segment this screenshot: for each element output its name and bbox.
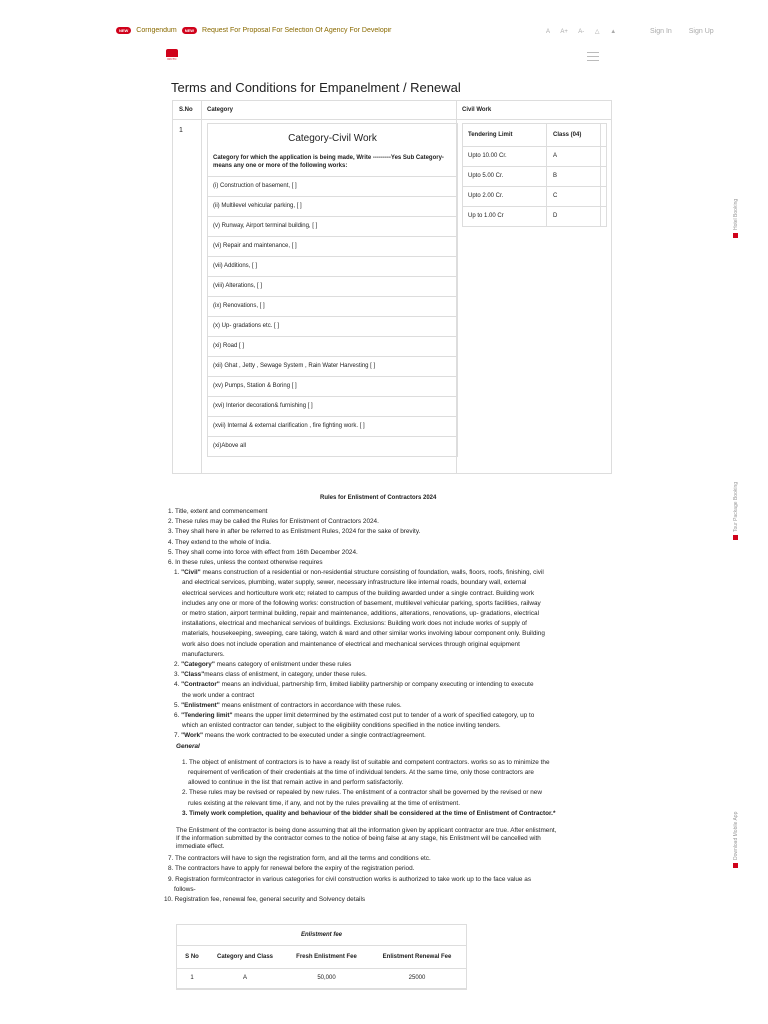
work-item: (viii) Alterations, [ ] — [208, 276, 457, 296]
general-item: 3. Timely work completion, quality and behaviour of the bidder shall be considered at the time of Enlistment of Contractor.* — [182, 809, 556, 817]
def-term: "Enlistment" — [181, 701, 220, 709]
tender-row — [463, 206, 606, 226]
fee-cell: A — [242, 975, 247, 981]
work-item: (xi)Above all — [208, 436, 457, 456]
fee-header: S No — [185, 954, 199, 960]
table-header — [173, 101, 611, 120]
font-normal-button[interactable]: A — [546, 29, 551, 35]
definition-line: or metro station, airport terminal building, repair and maintenance, additions, alterations, renovations, up- gradations, electrical — [182, 610, 540, 618]
rule-item: 6. In these rules, unless the context otherwise requires — [168, 559, 323, 567]
definition-line: installations, electrical and mechanical services of buildings. Exclusions: Building work does not include works of supply of — [182, 620, 527, 628]
def-term: "Contractor" — [181, 681, 220, 689]
general-item: 2. These rules may be revised or repealed by new rules. The enlistment of a contractor shall be governed by the revised or new — [182, 789, 542, 797]
note-line: immediate effect. — [176, 843, 225, 851]
def-text: means the upper limit determined by the estimated cost put to tender of a work of specified category, up to — [232, 712, 535, 720]
tour-package-label: Tour Package Booking — [733, 481, 739, 532]
tender-limit: Upto 5.00 Cr. — [463, 167, 547, 186]
general-heading: General — [176, 742, 200, 750]
app-icon — [733, 863, 738, 868]
definition-line: which an enlisted contractor can tender, subject to the eligibility conditions specified in the notice inviting tenders. — [182, 722, 501, 730]
site-logo[interactable] — [166, 49, 178, 63]
definition-line: the work under a contract — [182, 691, 255, 699]
definition-category: 2. "Category" means category of enlistment under these rules — [174, 661, 352, 669]
top-bar — [0, 24, 768, 42]
general-item: rules existing at the relevant time, if any, and not by the rules prevailing at the time of enlistment. — [188, 799, 460, 807]
definition-work: 7. "Work" means the work contracted to be executed under a single contract/agreement. — [174, 732, 426, 740]
fee-cell: 25000 — [408, 975, 426, 981]
definition-line: electrical services and horticulture work etc; related to campus of the building awarded under a single contract. Building work — [182, 589, 535, 597]
definition-contractor: 4. "Contractor" means an individual, partnership firm, limited liability partnership or company executing or intending to execute — [174, 681, 534, 689]
tender-class: B — [547, 167, 601, 186]
def-term: "Category" — [181, 661, 215, 669]
rule-item: 7. The contractors will have to sign the registration form, and all the terms and conditions etc. — [168, 855, 431, 863]
tender-header-limit: Tendering Limit — [463, 124, 547, 146]
header-category: Category — [207, 107, 234, 113]
def-text: means category of enlistment under these rules — [214, 661, 352, 669]
definition-class: 3. "Class"means class of enlistment, in category, under these rules. — [174, 671, 367, 679]
work-item: (vii) Additions, [ ] — [208, 256, 457, 276]
tender-class: D — [547, 207, 601, 226]
def-text: means class of enlistment, in category, under these rules. — [204, 671, 367, 679]
def-text: means the work contracted to be executed under a single contract/agreement. — [203, 732, 426, 740]
rule-item: 10. Registration fee, renewal fee, general security and Solvency details — [164, 895, 366, 903]
rule-item: 1. Title, extent and commencement — [168, 508, 268, 515]
work-item: (x) Up- gradations etc. [ ] — [208, 316, 457, 336]
note-line: If the information submitted by the contractor comes to the notice of being false at any stage, his Enlistment will be cancelled with — [176, 835, 541, 843]
category-title: Category-Civil Work — [288, 133, 377, 144]
fee-header: Enlistment Renewal Fee — [382, 954, 452, 960]
download-app-label: Download Mobile App — [733, 811, 739, 860]
rules-title: Rules for Enlistment of Contractors 2024 — [320, 495, 437, 501]
tender-row — [463, 186, 606, 206]
news-ticker — [116, 27, 400, 34]
fee-header: Fresh Enlistment Fee — [296, 954, 357, 960]
fee-cell: 50,000 — [317, 975, 336, 981]
rule-item: follows- — [174, 885, 196, 893]
tendering-table — [462, 123, 607, 227]
ticker-link-corrigendum[interactable]: Corrigendum — [136, 27, 177, 34]
fee-header: Category and Class — [216, 954, 274, 960]
spacer — [168, 819, 612, 827]
rules-body — [164, 507, 612, 905]
fee-header-row — [177, 946, 466, 969]
work-item: (v) Runway, Airport terminal building, [ ] — [208, 216, 457, 236]
def-term: "Civil" — [181, 569, 201, 577]
font-increase-button[interactable]: A+ — [560, 29, 568, 35]
def-term: "Work" — [181, 732, 204, 740]
new-badge: NEW — [116, 27, 131, 34]
definition-line: and electrical services, plumbing, water supply, sewer, necessary infrastructure like internal roads, boundary wall, external — [182, 579, 527, 587]
enlistment-fee-table — [176, 924, 467, 990]
auth-links — [650, 28, 729, 35]
tender-limit: Upto 2.00 Cr. — [463, 187, 547, 206]
empanelment-table — [172, 100, 612, 474]
download-app-link[interactable] — [733, 812, 739, 868]
general-item: allowed to continue in the list that remain active in and perform satisfactorily. — [188, 779, 404, 787]
tender-class: C — [547, 187, 601, 206]
tender-limit: Upto 10.00 Cr. — [463, 147, 547, 166]
definition-civil: 1. "Civil" means construction of a residential or non-residential structure consisting of foundation, walls, floors, roofs, finishing, civil — [174, 569, 544, 577]
tour-package-link[interactable] — [733, 482, 739, 540]
rule-item: 8. The contractors have to apply for renewal before the expiry of the registration period. — [168, 865, 415, 873]
tender-limit: Up to 1.00 Cr — [463, 207, 547, 226]
rule-item: 9. Registration form/contractor in various categories for civil construction works is authorized to take work up to the face value as — [168, 875, 532, 883]
definition-line: manufacturers. — [182, 650, 225, 658]
tender-row — [463, 146, 606, 166]
header-civil-work: Civil Work — [462, 107, 492, 113]
ticker-link-rfp[interactable]: Request For Proposal For Selection Of Agency For Developir — [202, 27, 392, 34]
sign-in-link[interactable]: Sign In — [650, 28, 672, 35]
work-item: (ii) Multilevel vehicular parking, [ ] — [208, 196, 457, 216]
tender-row — [463, 166, 606, 186]
def-text: means enlistment of contractors in accordance with these rules. — [219, 701, 402, 709]
page-title: Terms and Conditions for Empanelment / Renewal — [171, 80, 461, 95]
menu-icon[interactable] — [587, 52, 599, 64]
font-decrease-button[interactable]: A- — [578, 29, 585, 35]
category-description: Category for which the application is being made, Write ---------Yes Sub Category- means any one or more of the following works: — [213, 155, 444, 169]
definition-line: materials, housekeeping, sweeping, care taking, watch & ward and other similar works involving labour component only. Building — [182, 630, 545, 638]
work-item: (xvi) Interior decoration& furnishing [ ] — [208, 396, 457, 416]
def-text: means construction of a residential or non-residential structure consisting of foundation, walls, floors, roofs, finishing, civil — [202, 569, 544, 577]
new-badge: NEW — [182, 27, 197, 34]
note-line: The Enlistment of the contractor is being done assuming that all the information given by applicant contractor are true. After enlistment, — [176, 827, 557, 835]
rule-item: 3. They shall here in after be referred to as Enlistment Rules, 2024 for the sake of brevity. — [168, 528, 421, 536]
work-item: (vi) Repair and maintenance, [ ] — [208, 236, 457, 256]
category-table — [207, 123, 458, 457]
rule-item: 4. They extend to the whole of India. — [168, 538, 271, 546]
definition-tendering: 6. "Tendering limit" means the upper limit determined by the estimated cost put to tender of a work of specified category, up to — [174, 712, 535, 720]
tender-header-row — [463, 124, 606, 146]
def-text: means an individual, partnership firm, limited liability partnership or company executing or intending to execute — [219, 681, 534, 689]
rule-item: 2. These rules may be called the Rules for Enlistment of Contractors 2024. — [168, 518, 379, 526]
hotel-icon — [733, 233, 738, 238]
hotel-booking-label: Hotel Booking — [733, 198, 739, 230]
table-row — [177, 969, 466, 989]
row-sno: 1 — [179, 127, 183, 134]
def-term: "Class" — [181, 671, 205, 679]
work-item: (i) Construction of basement, [ ] — [208, 176, 457, 196]
sitemap-icon[interactable]: △ — [594, 29, 600, 35]
logo-mark — [166, 49, 178, 57]
general-item: requirement of verification of their credentials at the time of individual tenders. At the same time, only those contractors are — [188, 769, 534, 777]
accessibility-tools — [546, 28, 625, 35]
work-item: (xii) Ghat , Jetty , Sewage System , Rain Water Harvesting [ ] — [208, 356, 457, 376]
work-item: (ix) Renovations, [ ] — [208, 296, 457, 316]
definition-line: includes any one or more of the following works: construction of basement, multilevel vehicular parking, sports facilities, railway — [182, 599, 541, 607]
tender-class: A — [547, 147, 601, 166]
hotel-booking-link[interactable] — [733, 199, 739, 238]
work-item: (xi) Road [ ] — [208, 336, 457, 356]
definition-enlistment: 5. "Enlistment" means enlistment of contractors in accordance with these rules. — [174, 701, 402, 709]
work-item: (xvii) Internal & external clarification , fire fighting work. [ ] — [208, 416, 457, 436]
work-item: (xv) Pumps, Station & Boring [ ] — [208, 376, 457, 396]
logo-text: IRCTC — [167, 57, 177, 61]
def-term: "Tendering limit" — [181, 712, 233, 720]
tender-header-class: Class (04) — [547, 124, 601, 146]
header-sno: S.No — [179, 107, 193, 113]
rule-item: 5. They shall come into force with effect from 16th December 2024. — [168, 548, 358, 556]
fee-cell: 1 — [190, 975, 194, 981]
definition-line: work also does not include operation and maintenance of electrical and mechanical services through original equipment — [182, 640, 520, 648]
sign-up-link[interactable]: Sign Up — [688, 28, 714, 35]
tour-icon — [733, 535, 738, 540]
general-item: 1. The object of enlistment of contractors is to have a ready list of suitable and competent contractors. works so as to minimize the — [182, 758, 550, 766]
fee-table-caption: Enlistment fee — [177, 925, 466, 946]
divider — [201, 101, 202, 473]
accessibility-icon[interactable]: ▲ — [610, 29, 617, 35]
